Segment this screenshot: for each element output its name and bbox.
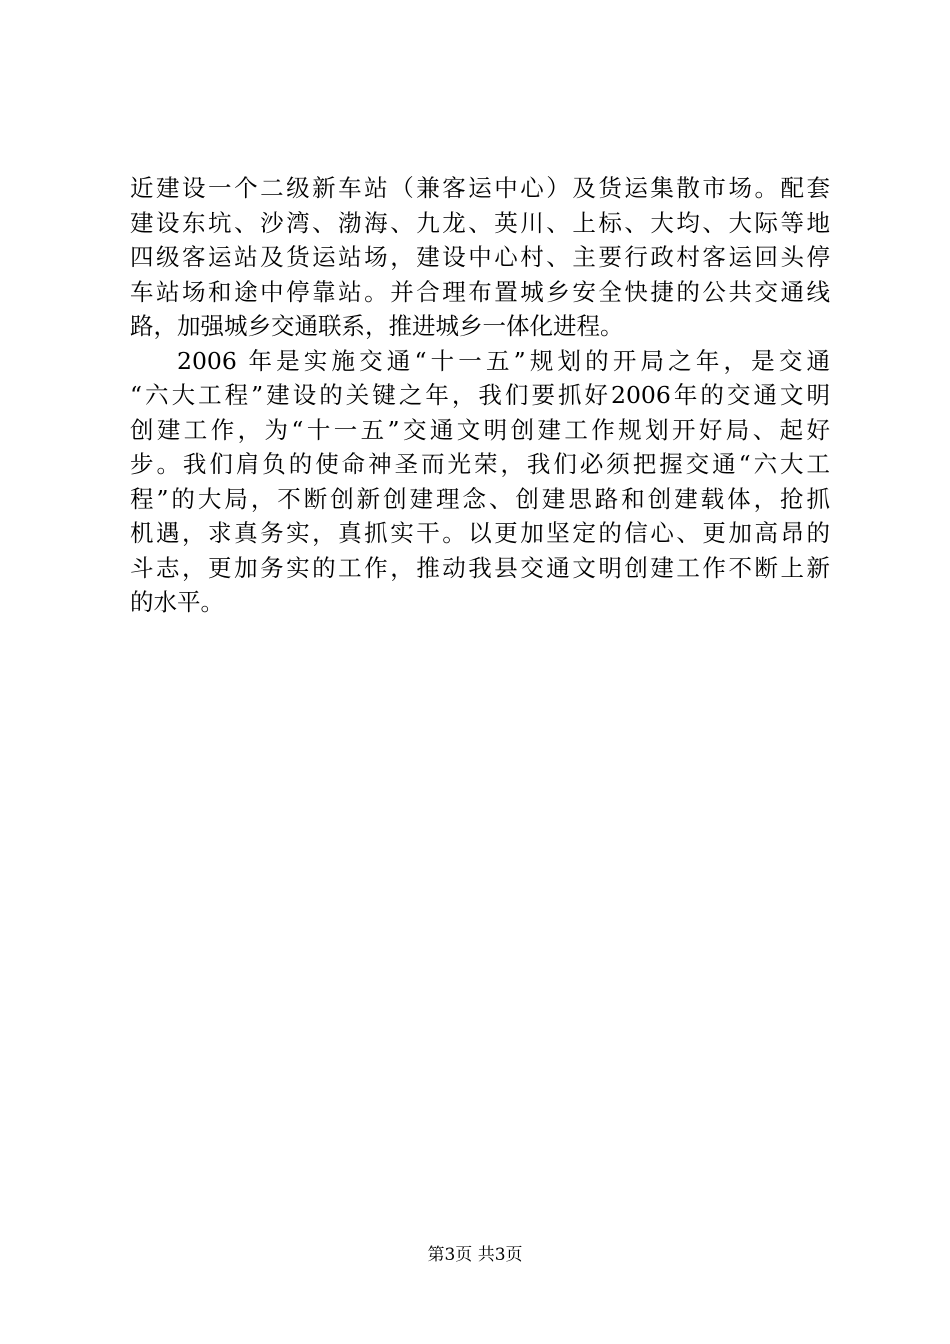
- paragraph-1: [130, 171, 830, 344]
- paragraph-2: [130, 344, 830, 620]
- text-line: “六大工程”建设的关键之年，我们要抓好2006年的交通文明: [130, 381, 830, 409]
- text-line: 路，加强城乡交通联系，推进城乡一体化进程。: [130, 312, 624, 340]
- text-line: 创建工作，为“十一五”交通文明创建工作规划开好局、起好: [130, 415, 830, 444]
- document-body: [130, 171, 830, 620]
- text-line: 步。我们肩负的使命神圣而光荣，我们必须把握交通“六大工: [130, 450, 830, 478]
- page-footer: [0, 1243, 950, 1267]
- text-line: 四级客运站及货运站场，建设中心村、主要行政村客运回头停: [130, 243, 830, 271]
- text-line: 近建设一个二级新车站（兼客运中心）及货运集散市场。配套: [130, 174, 830, 202]
- text-line: 程”的大局，不断创新创建理念、创建思路和创建载体，抢抓: [130, 484, 830, 513]
- text-line: 2006 年是实施交通“十一五”规划的开局之年，是交通: [177, 346, 830, 375]
- text-line: 斗志，更加务实的工作，推动我县交通文明创建工作不断上新: [130, 553, 830, 582]
- text-line: 建设东坑、沙湾、渤海、九龙、英川、上标、大均、大际等地: [130, 208, 830, 237]
- text-line: 车站场和途中停靠站。并合理布置城乡安全快捷的公共交通线: [130, 277, 830, 306]
- text-line: 的水平。: [130, 588, 224, 616]
- page-number-label: 第3页 共3页: [427, 1245, 523, 1265]
- text-line: 机遇，求真务实，真抓实干。以更加坚定的信心、更加高昂的: [130, 519, 830, 547]
